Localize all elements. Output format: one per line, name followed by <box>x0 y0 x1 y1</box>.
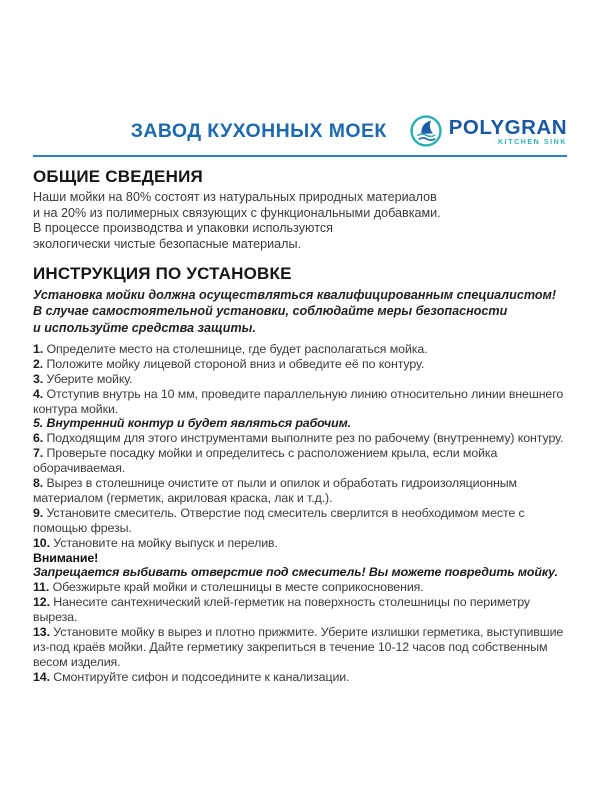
installation-warning <box>33 287 567 336</box>
instruction-step: 9. Установите смеситель. Отверстие под смеситель сверлится в необходимом месте с помощью фрезы. <box>33 505 525 535</box>
instruction-step: 12. Нанесите сантехнический клей-герметик на поверхность столешницы по периметру выреза. <box>33 595 531 625</box>
instruction-step: 7. Проверьте посадку мойки и определитесь с расположением крыла, если мойка оборачиваемая. <box>33 446 498 476</box>
sail-circle-icon <box>409 114 443 148</box>
brand-text <box>449 117 567 146</box>
page-header <box>33 112 567 150</box>
factory-title: ЗАВОД КУХОННЫХ МОЕК <box>130 119 387 142</box>
polygran-logo <box>409 114 567 148</box>
instruction-step: 6. Подходящим для этого инструментами выполните рез по рабочему (внутреннему) контуру. <box>33 431 564 446</box>
brand-name: POLYGRAN <box>448 115 567 139</box>
header-divider <box>33 155 567 157</box>
warning-line: и используйте средства защиты. <box>33 320 256 335</box>
warning-line: Установка мойки должна осуществляться квалифицированным специалистом! <box>33 288 557 302</box>
instruction-step: 4. Отступив внутрь на 10 мм, проведите параллельную линию относительно линии внешнего контура мойки. <box>33 386 564 416</box>
general-info-heading: ОБЩИЕ СВЕДЕНИЯ <box>33 167 203 186</box>
instruction-step: 14. Смонтируйте сифон и подсоедините к канализации. <box>33 669 350 684</box>
paragraph-line: экологически чистые безопасные материалы. <box>33 236 302 251</box>
instruction-step: 13. Установите мойку в вырез и плотно прижмите. Уберите излишки герметика, выступившие из-под краёв мойки. Дайте герметику закрепиться в течение 10-12 часов под собственным весом изделия. <box>33 625 564 669</box>
attention-note: Запрещается выбивать отверстие под смеситель! Вы можете повредить мойку. <box>33 565 558 580</box>
installation-heading: ИНСТРУКЦИЯ ПО УСТАНОВКЕ <box>33 264 292 283</box>
instruction-step: 10. Установите на мойку выпуск и перелив. <box>33 535 278 550</box>
paragraph-line: Наши мойки на 80% состоят из натуральных природных материалов <box>33 190 437 204</box>
brand-subtitle: KITCHEN SINK <box>498 138 567 146</box>
steps-list <box>33 342 567 685</box>
instruction-step: 3. Уберите мойку. <box>33 371 133 386</box>
instruction-step: 1. Определите место на столешнице, где будет располагаться мойка. <box>33 341 428 356</box>
paragraph-line: и на 20% из полимерных связующих с функциональными добавками. <box>33 205 441 220</box>
warning-line: В случае самостоятельной установки, соблюдайте меры безопасности <box>33 304 508 319</box>
instruction-step: 5. Внутренний контур и будет являться рабочим. <box>33 416 352 431</box>
paragraph-line: В процессе производства и упаковки используются <box>33 221 333 235</box>
attention-note: Внимание! <box>33 550 99 565</box>
instruction-step: 8. Вырез в столешнице очистите от пыли и опилок и обработать гидроизоляционным материалом (герметик, акриловая краска, лак и т.д.). <box>33 476 517 505</box>
general-info-paragraph <box>33 190 567 252</box>
instruction-step: 2. Положите мойку лицевой стороной вниз и обведите её по контуру. <box>33 356 425 371</box>
instruction-step: 11. Обезжирьте край мойки и столешницы в месте соприкосновения. <box>33 580 424 595</box>
